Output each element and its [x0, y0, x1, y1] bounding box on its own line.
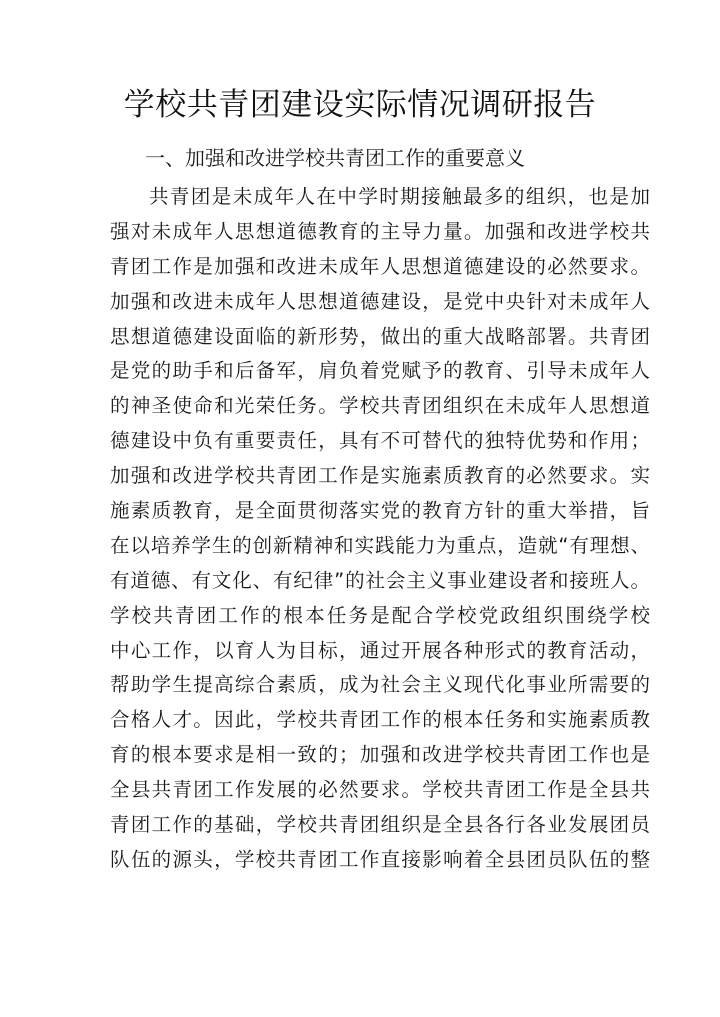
paragraph-line: 青团工作是加强和改进未成年人思想道德建设的必然要求。	[110, 254, 650, 278]
paragraph-line: 思想道德建设面临的新形势，做出的重大战略部署。共青团	[110, 324, 650, 348]
paragraph-line: 学校共青团工作的根本任务是配合学校党政组织围绕学校	[110, 603, 650, 627]
paragraph-line: 有道德、有文化、有纪律”的社会主义事业建设者和接班人。	[110, 568, 650, 592]
body-paragraph	[110, 180, 650, 878]
paragraph-line: 中心工作，以育人为目标，通过开展各种形式的教育活动，	[110, 638, 650, 662]
paragraph-line: 育的根本要求是相一致的；加强和改进学校共青团工作也是	[110, 743, 650, 767]
paragraph-line: 合格人才。因此，学校共青团工作的根本任务和实施素质教	[110, 708, 650, 732]
paragraph-line: 共青团是未成年人在中学时期接触最多的组织，也是加	[149, 185, 650, 208]
paragraph-line: 在以培养学生的创新精神和实践能力为重点，造就“有理想、	[110, 533, 650, 557]
paragraph-line: 队伍的源头，学校共青团工作直接影响着全县团员队伍的整	[110, 847, 650, 871]
paragraph-line: 加强和改进学校共青团工作是实施素质教育的必然要求。实	[110, 464, 650, 488]
paragraph-line: 强对未成年人思想道德教育的主导力量。加强和改进学校共	[110, 219, 650, 243]
section-heading: 一、加强和改进学校共青团工作的重要意义	[145, 146, 525, 170]
paragraph-line: 帮助学生提高综合素质，成为社会主义现代化事业所需要的	[110, 673, 650, 697]
paragraph-line: 全县共青团工作发展的必然要求。学校共青团工作是全县共	[110, 778, 650, 802]
document-title: 学校共青团建设实际情况调研报告	[123, 87, 597, 123]
paragraph-line: 是党的助手和后备军，肩负着党赋予的教育、引导未成年人	[110, 359, 650, 383]
paragraph-line: 加强和改进未成年人思想道德建设，是党中央针对未成年人	[110, 289, 650, 313]
paragraph-line: 的神圣使命和光荣任务。学校共青团组织在未成年人思想道	[110, 394, 650, 418]
paragraph-line: 德建设中负有重要责任，具有不可替代的独特优势和作用；	[110, 429, 650, 453]
paragraph-line: 施素质教育，是全面贯彻落实党的教育方针的重大举措，旨	[110, 499, 650, 523]
paragraph-line: 青团工作的基础，学校共青团组织是全县各行各业发展团员	[110, 813, 650, 837]
